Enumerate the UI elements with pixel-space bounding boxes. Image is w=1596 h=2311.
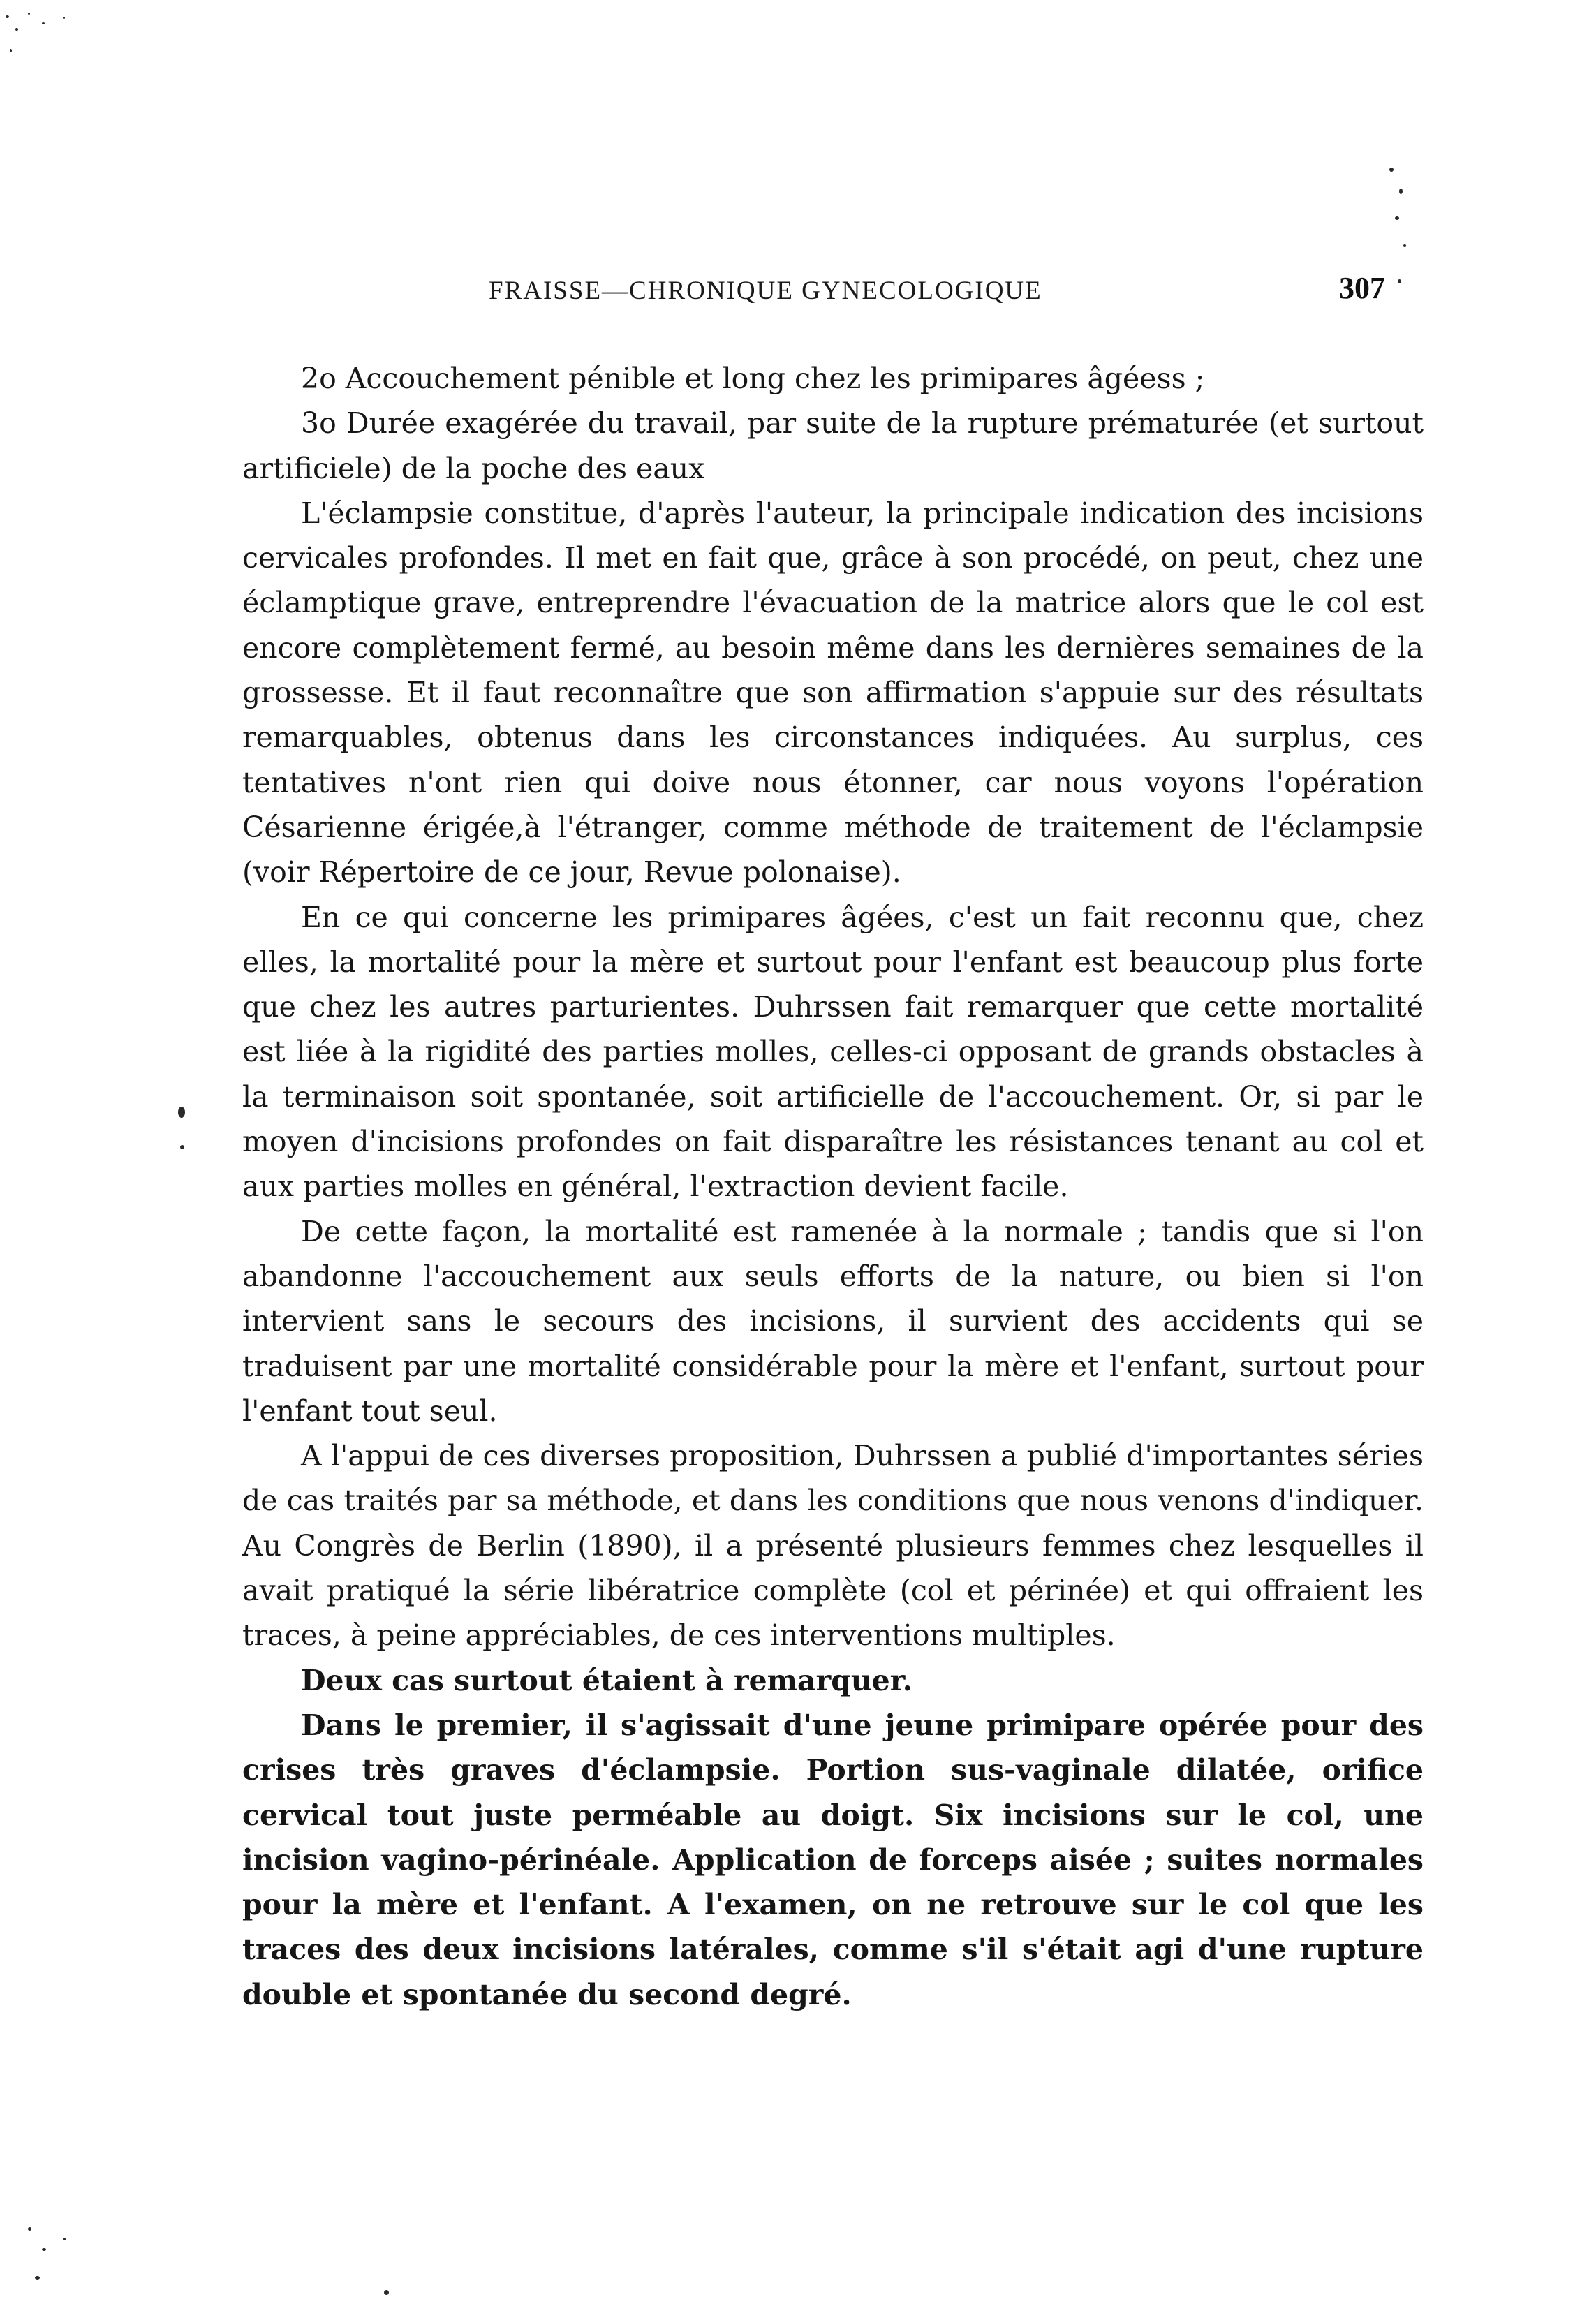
body-text: [242, 356, 1424, 2017]
paragraph: 3o Durée exagérée du travail, par suite de la rupture prématurée (et surtout artificiele) de la poche des eaux: [242, 406, 1424, 485]
paragraph: A l'appui de ces diverses proposition, Duhrssen a publié d'importantes séries de cas traités par sa méthode, et dans les conditions que nous venons d'indiquer. Au Congrès de Berlin (1890), il a présenté plusieurs femmes chez lesquelles il avait pratiqué la série libératrice complète (col et périnée) et qui offraient les traces, à peine appréciables, de ces interventions multiples.: [242, 1439, 1424, 1653]
paragraph: Deux cas surtout étaient à remarquer.: [301, 1663, 912, 1697]
margin-speck: [180, 1145, 184, 1149]
paragraph: En ce qui concerne les primipares âgées, c'est un fait reconnu que, chez elles, la mortalité pour la mère et surtout pour l'enfant est beaucoup plus forte que chez les autres parturientes. Duhrssen fait remarquer que cette mortalité est liée à la rigidité des parties molles, celles-ci opposant de grands obstacles à la terminaison soit spontanée, soit artificielle de l'accouchement. Or, si par le moyen d'incisions profondes on fait disparaître les résistances tenant au col et aux parties molles en général, l'extraction devient facile.: [242, 900, 1424, 1204]
paragraph: De cette façon, la mortalité est ramenée à la normale ; tandis que si l'on abandonne l'accouchement aux seuls efforts de la nature, ou bien si l'on intervient sans le secours des incisions, il survient des accidents qui se traduisent par une mortalité considérable pour la mère et l'enfant, surtout pour l'enfant tout seul.: [242, 1214, 1424, 1428]
page-header: [0, 271, 1596, 318]
page-number: 307: [1339, 271, 1385, 305]
paragraph: L'éclampsie constitue, d'après l'auteur, la principale indication des incisions cervicales profondes. Il met en fait que, grâce à son procédé, on peut, chez une éclamptique grave, entreprendre l'évacuation de la matrice alors que le col est encore complètement fermé, au besoin même dans les dernières semaines de la grossesse. Et il faut reconnaître que son affirmation s'appuie sur des résultats remarquables, obtenus dans les circonstances indiquées. Au surplus, ces tentatives n'ont rien qui doive nous étonner, car nous voyons l'opération Césarienne érigée,à l'étranger, comme méthode de traitement de l'éclampsie (voir Répertoire de ce jour, Revue polonaise).: [242, 496, 1424, 889]
running-head: FRAISSE—CHRONIQUE GYNECOLOGIQUE: [489, 276, 1042, 305]
paragraph: 2o Accouchement pénible et long chez les primipares âgéess ;: [301, 362, 1205, 395]
margin-speck: [178, 1107, 185, 1118]
paragraph: Dans le premier, il s'agissait d'une jeune primipare opérée pour des crises très graves d'éclampsie. Portion sus-vaginale dilatée, orifice cervical tout juste perméable au doigt. Six incisions sur le col, une incision vagino-périnéale. Application de forceps aisée ; suites normales pour la mère et l'enfant. A l'examen, on ne retrouve sur le col que les traces des deux incisions latérales, comme s'il s'était agi d'une rupture double et spontanée du second degré.: [242, 1708, 1424, 2011]
